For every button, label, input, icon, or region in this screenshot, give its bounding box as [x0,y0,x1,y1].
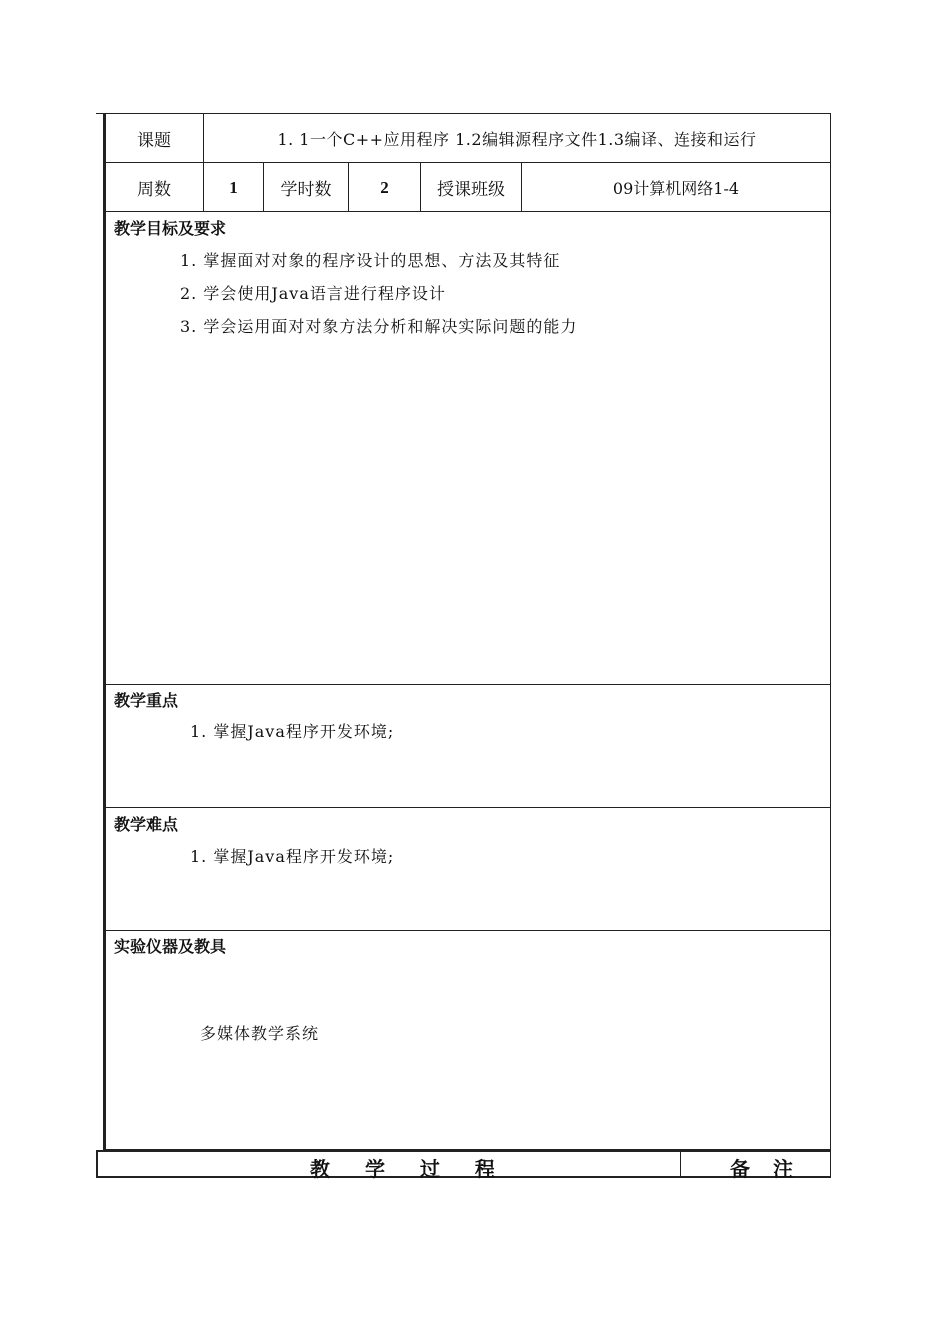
equipment-content: 多媒体教学系统 [200,1024,320,1043]
row-divider [105,807,831,808]
class-label: 授课班级 [437,180,505,200]
row-divider [105,930,831,931]
list-item: 2. 学会使用Java语言进行程序设计 [180,284,446,303]
table-left-border [103,113,106,1151]
key-points-title: 教学重点 [114,691,179,710]
list-item: 3. 学会运用面对对象方法分析和解决实际问题的能力 [180,317,578,336]
topic-value: 1. 1一个C++应用程序 1.2编辑源程序文件1.3编译、连接和运行 [277,129,757,149]
hours-value: 2 [380,177,389,197]
equipment-title: 实验仪器及教具 [114,937,227,956]
notes-label: 备 注 [730,1157,801,1181]
class-value: 09计算机网络1-4 [612,179,740,198]
list-item: 1. 掌握Java程序开发环境; [190,722,395,741]
objectives-title: 教学目标及要求 [114,219,227,238]
difficulties-title: 教学难点 [114,815,179,834]
row-divider [105,211,831,212]
list-item: 1. 掌握面对对象的程序设计的思想、方法及其特征 [180,251,561,270]
divider [680,1150,681,1178]
process-label: 教 学 过 程 [310,1157,509,1181]
week-label: 周数 [137,180,171,200]
week-value: 1 [229,177,238,197]
list-item: 1. 掌握Java程序开发环境; [190,847,395,866]
row-divider [105,684,831,685]
topic-label: 课题 [137,130,171,151]
hours-label: 学时数 [280,180,332,200]
